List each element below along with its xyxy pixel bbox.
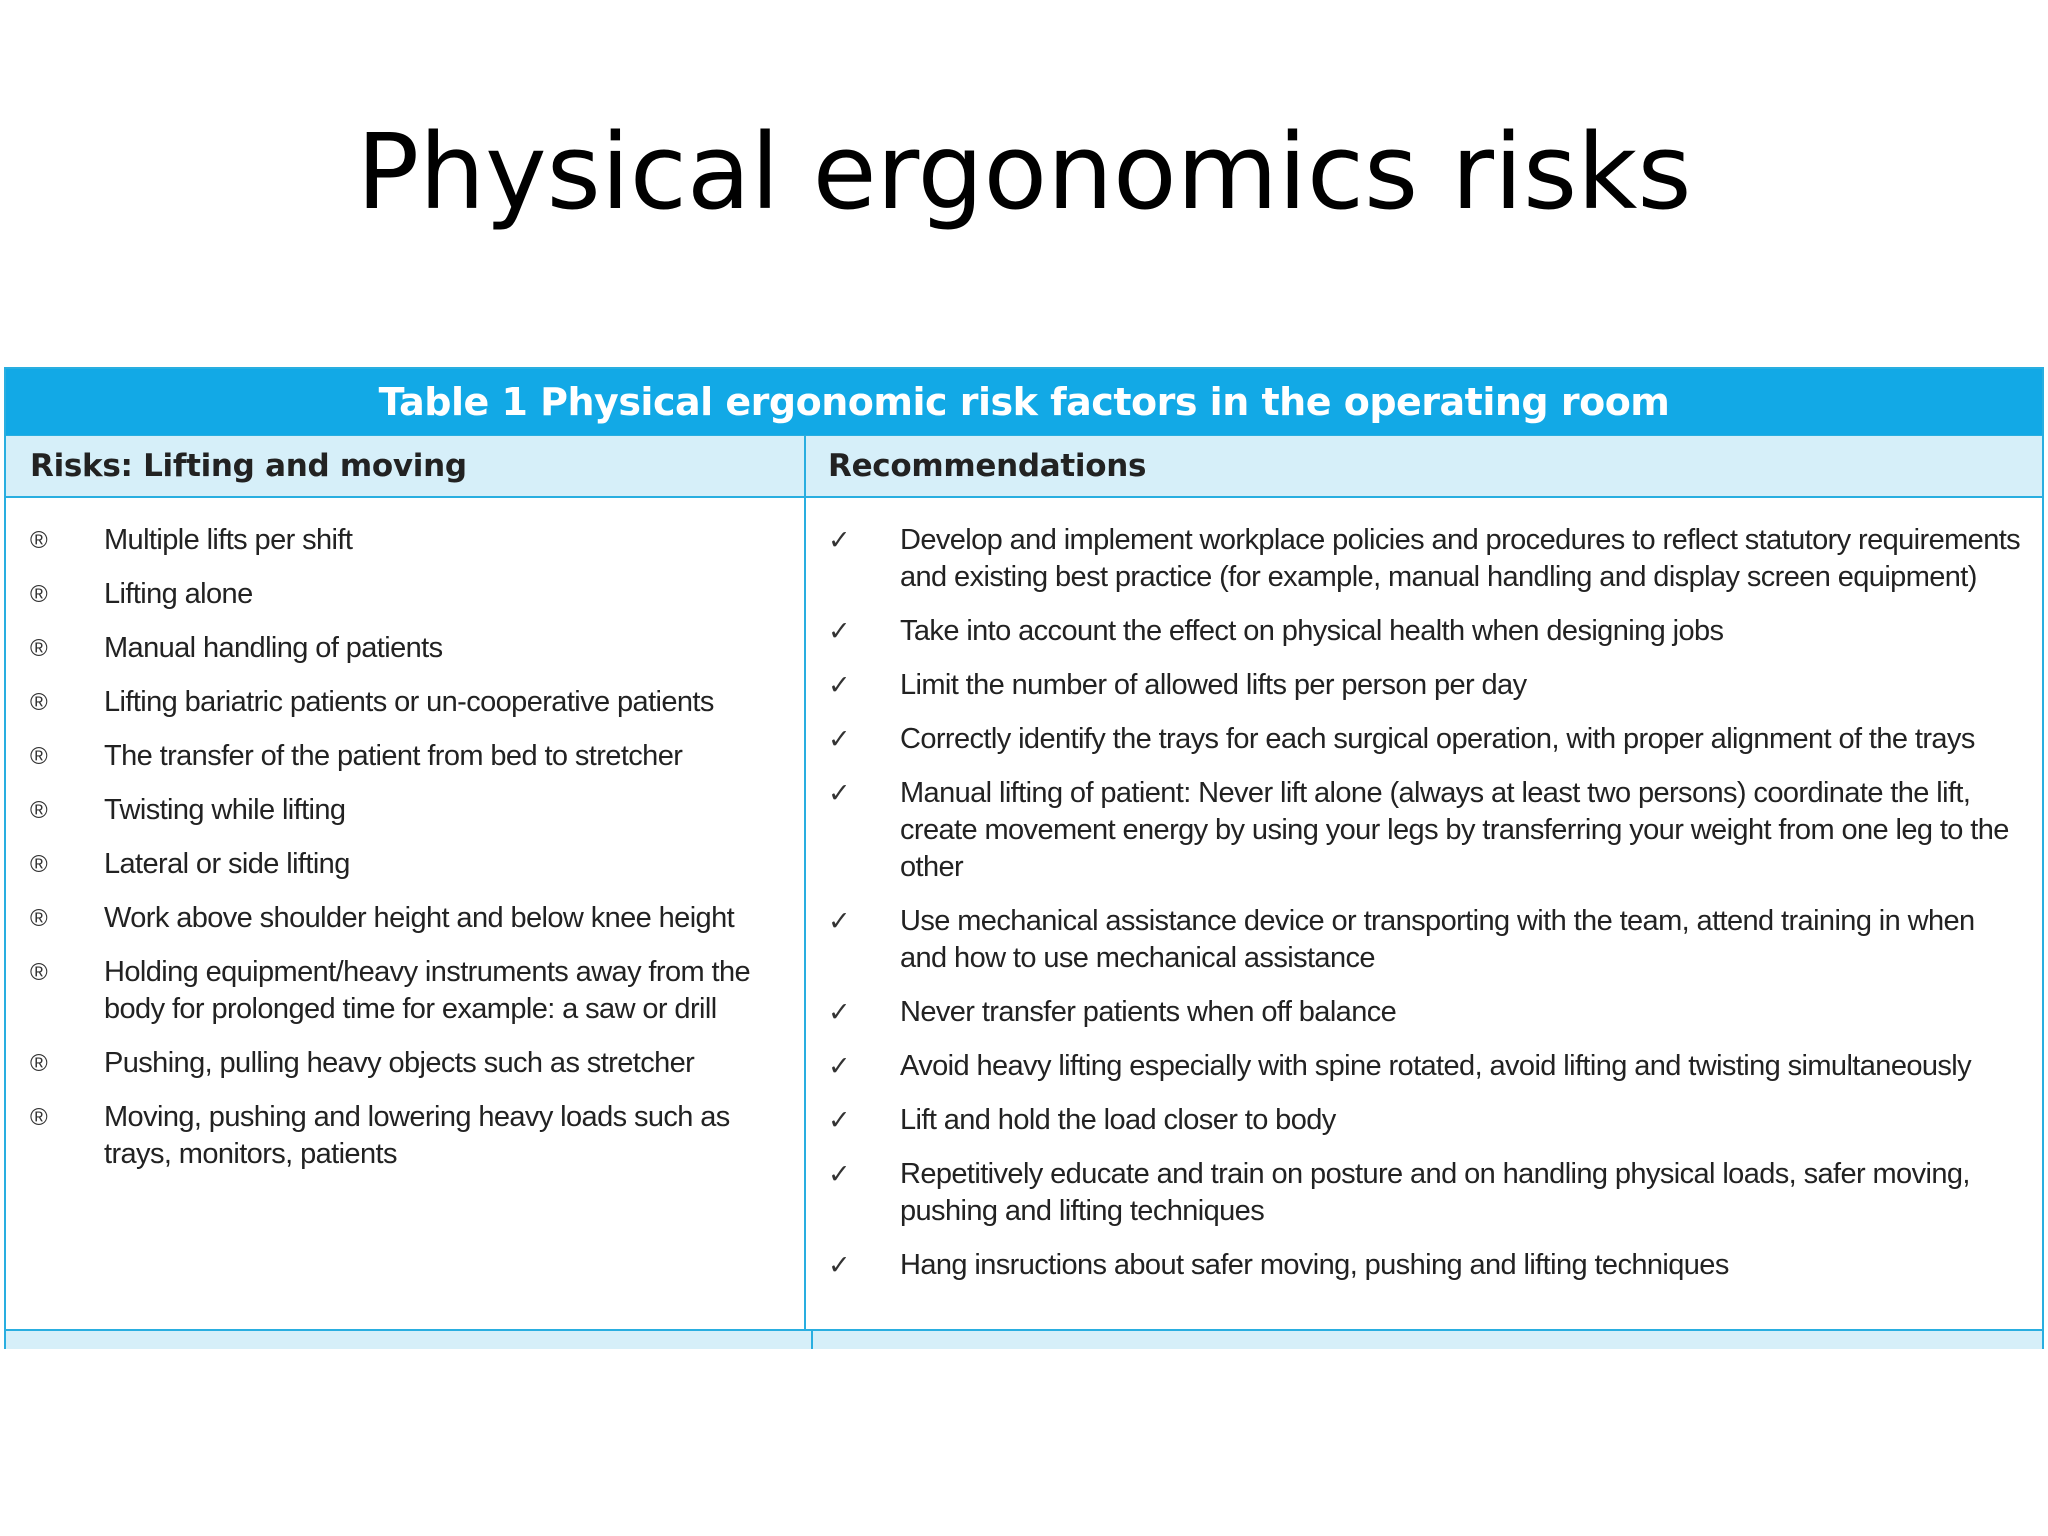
checkmark-icon: ✓ <box>828 1250 851 1280</box>
recommendation-text: Avoid heavy lifting especially with spine rotated, avoid lifting and twisting simultaneously <box>900 1050 1972 1082</box>
table-footer-row <box>6 1329 2042 1349</box>
recommendation-text: Develop and implement workplace policies and procedures to reflect statutory requirements and existing best practice (for example, manual handling and display screen equipment) <box>900 524 2021 593</box>
checkmark-icon: ✓ <box>828 1105 851 1135</box>
risk-text: Lifting bariatric patients or un-cooperative patients <box>104 686 714 718</box>
recommendation-text: Hang insructions about safer moving, pushing and lifting techniques <box>900 1249 1729 1281</box>
list-item <box>828 994 2024 1031</box>
risk-text: The transfer of the patient from bed to stretcher <box>104 740 683 772</box>
list-item <box>828 667 2024 704</box>
checkmark-icon: ✓ <box>828 778 851 808</box>
list-item <box>30 630 794 667</box>
list-item <box>30 684 794 721</box>
recommendation-text: Take into account the effect on physical health when designing jobs <box>900 615 1724 647</box>
registered-bullet-icon: ® <box>30 959 48 986</box>
list-item <box>30 954 794 1028</box>
list-item <box>828 1156 2024 1230</box>
list-item <box>828 903 2024 977</box>
registered-bullet-icon: ® <box>30 743 48 770</box>
table-header-row <box>6 435 2042 498</box>
list-item <box>828 613 2024 650</box>
checkmark-icon: ✓ <box>828 1051 851 1081</box>
list-item <box>828 775 2024 886</box>
risk-text: Moving, pushing and lowering heavy loads such as trays, monitors, patients <box>104 1101 730 1170</box>
registered-bullet-icon: ® <box>30 797 48 824</box>
risks-list <box>6 498 806 1329</box>
risk-text: Holding equipment/heavy instruments away from the body for prolonged time for example: a saw or drill <box>104 956 750 1025</box>
checkmark-icon: ✓ <box>828 616 851 646</box>
list-item <box>828 721 2024 758</box>
recommendation-text: Manual lifting of patient: Never lift alone (always at least two persons) coordinate the lift, create movement energy by using your legs by transferring your weight from one leg to the other <box>900 777 2009 883</box>
table-body-row <box>6 498 2042 1329</box>
registered-bullet-icon: ® <box>30 1104 48 1131</box>
recommendation-text: Never transfer patients when off balance <box>900 996 1397 1028</box>
list-item <box>828 1102 2024 1139</box>
registered-bullet-icon: ® <box>30 635 48 662</box>
list-item <box>30 576 794 613</box>
slide-title: Physical ergonomics risks <box>356 111 1692 233</box>
list-item <box>828 1247 2024 1284</box>
header-recommendations: Recommendations <box>828 448 1147 484</box>
registered-bullet-icon: ® <box>30 851 48 878</box>
registered-bullet-icon: ® <box>30 689 48 716</box>
risk-text: Work above shoulder height and below knee height <box>104 902 735 934</box>
footer-right-cell <box>813 1331 2042 1349</box>
footer-left-cell <box>6 1331 813 1349</box>
recommendation-text: Limit the number of allowed lifts per person per day <box>900 669 1527 701</box>
recommendation-text: Use mechanical assistance device or transporting with the team, attend training in when and how to use mechanical assistance <box>900 905 1975 974</box>
risk-factors-table <box>4 367 2044 1349</box>
checkmark-icon: ✓ <box>828 1159 851 1189</box>
list-item <box>828 522 2024 596</box>
list-item <box>30 738 794 775</box>
risk-text: Manual handling of patients <box>104 632 443 664</box>
list-item <box>30 522 794 559</box>
header-risks: Risks: Lifting and moving <box>6 436 806 496</box>
checkmark-icon: ✓ <box>828 670 851 700</box>
registered-bullet-icon: ® <box>30 527 48 554</box>
table-title: Table 1 Physical ergonomic risk factors in the operating room <box>6 369 2042 435</box>
list-item <box>30 846 794 883</box>
risk-text: Twisting while lifting <box>104 794 346 826</box>
recommendations-list <box>806 498 2042 1329</box>
list-item <box>828 1048 2024 1085</box>
list-item <box>30 1045 794 1082</box>
risk-text: Multiple lifts per shift <box>104 524 353 556</box>
list-item <box>30 792 794 829</box>
risk-text: Pushing, pulling heavy objects such as stretcher <box>104 1047 695 1079</box>
registered-bullet-icon: ® <box>30 581 48 608</box>
recommendation-text: Lift and hold the load closer to body <box>900 1104 1336 1136</box>
checkmark-icon: ✓ <box>828 906 851 936</box>
recommendation-text: Correctly identify the trays for each surgical operation, with proper alignment of the trays <box>900 723 1975 755</box>
list-item <box>30 900 794 937</box>
checkmark-icon: ✓ <box>828 525 851 555</box>
risk-text: Lateral or side lifting <box>104 848 350 880</box>
checkmark-icon: ✓ <box>828 724 851 754</box>
checkmark-icon: ✓ <box>828 997 851 1027</box>
list-item <box>30 1099 794 1173</box>
recommendation-text: Repetitively educate and train on posture and on handling physical loads, safer moving, pushing and lifting techniques <box>900 1158 1970 1227</box>
registered-bullet-icon: ® <box>30 1050 48 1077</box>
risk-text: Lifting alone <box>104 578 253 610</box>
registered-bullet-icon: ® <box>30 905 48 932</box>
